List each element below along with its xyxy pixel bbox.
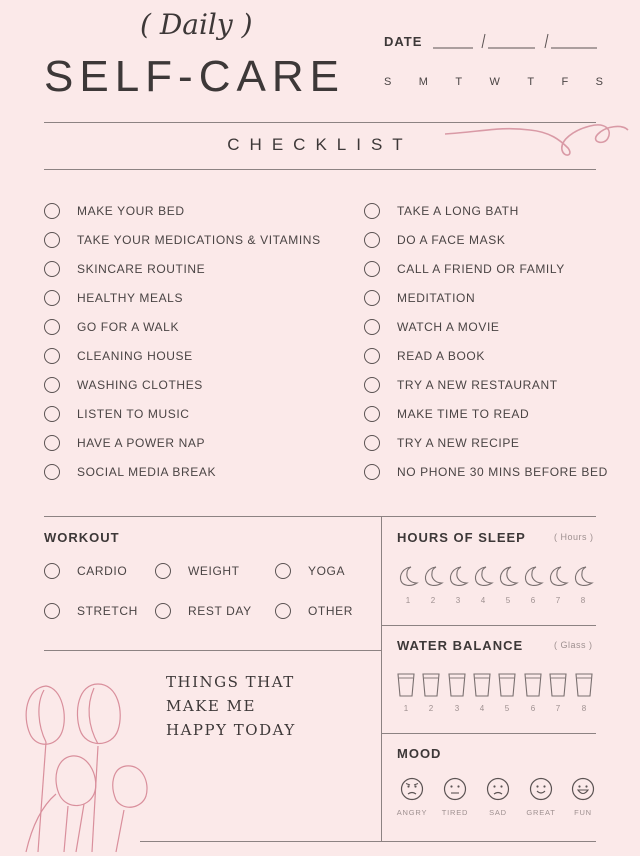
checkbox-circle[interactable]	[364, 464, 380, 480]
checkbox-circle[interactable]	[364, 232, 380, 248]
checkbox-circle[interactable]	[44, 261, 60, 277]
workout-checkbox[interactable]	[44, 603, 60, 619]
workout-option-label: WEIGHT	[188, 564, 240, 578]
mood-label: TIRED	[441, 808, 469, 817]
weekday-5[interactable]: F	[561, 76, 570, 88]
water-glass-number: 8	[581, 704, 587, 713]
mood-label: SAD	[489, 808, 507, 817]
checkbox-circle[interactable]	[364, 261, 380, 277]
mood-label: GREAT	[526, 808, 556, 817]
tulip-sketch-illustration	[16, 676, 166, 856]
checklist-item-label: WASHING CLOTHES	[77, 378, 203, 392]
workout-option-label: CARDIO	[77, 564, 128, 578]
sleep-hour-number: 2	[430, 596, 436, 605]
smile-face-icon[interactable]	[529, 777, 553, 801]
checklist-title: CHECKLIST	[227, 135, 413, 154]
swirl-decoration	[440, 112, 630, 162]
checkbox-circle[interactable]	[364, 203, 380, 219]
sleep-hour-number: 6	[530, 596, 536, 605]
weekday-selector	[384, 76, 604, 88]
workout-option-label: YOGA	[308, 564, 346, 578]
glass-icon[interactable]	[548, 672, 568, 698]
divider	[44, 650, 381, 651]
happy-line: MAKE ME	[166, 697, 256, 715]
checklist-item-label: HEALTHY MEALS	[77, 291, 184, 305]
crescent-moon-icon[interactable]	[422, 565, 444, 587]
weekday-6[interactable]: S	[595, 76, 604, 88]
page-title: SELF-CARE	[44, 52, 345, 101]
checkbox-circle[interactable]	[364, 290, 380, 306]
checkbox-circle[interactable]	[364, 377, 380, 393]
checkbox-circle[interactable]	[44, 319, 60, 335]
laughing-face-icon[interactable]	[571, 777, 595, 801]
water-glass-number: 7	[555, 704, 561, 713]
crescent-moon-icon[interactable]	[497, 565, 519, 587]
checkbox-circle[interactable]	[364, 406, 380, 422]
checklist-item-label: TAKE YOUR MEDICATIONS & VITAMINS	[77, 233, 321, 247]
water-glass-number: 3	[454, 704, 460, 713]
checklist-item-label: TAKE A LONG BATH	[397, 204, 519, 218]
workout-option-label: OTHER	[308, 604, 353, 618]
water-glass-number: 2	[428, 704, 434, 713]
glass-icon[interactable]	[574, 672, 594, 698]
sad-face-icon[interactable]	[486, 777, 510, 801]
weekday-0[interactable]: S	[384, 76, 393, 88]
weekday-4[interactable]: T	[527, 76, 536, 88]
divider	[381, 733, 596, 734]
sleep-hour-number: 5	[505, 596, 511, 605]
checklist-item-label: LISTEN TO MUSIC	[77, 407, 190, 421]
workout-checkbox[interactable]	[155, 563, 171, 579]
checklist-item-label: READ A BOOK	[397, 349, 485, 363]
divider	[381, 625, 596, 626]
glass-icon[interactable]	[497, 672, 517, 698]
sleep-title: HOURS OF SLEEP	[397, 530, 526, 545]
divider	[140, 841, 596, 842]
water-glass-number: 1	[403, 704, 409, 713]
daily-subtitle: ( Daily )	[140, 8, 253, 41]
workout-title: WORKOUT	[44, 530, 120, 545]
divider	[44, 169, 596, 170]
checkbox-circle[interactable]	[44, 203, 60, 219]
date-field[interactable]	[433, 30, 603, 52]
divider	[381, 516, 382, 841]
checklist-item-label: CLEANING HOUSE	[77, 349, 193, 363]
weekday-2[interactable]: T	[455, 76, 464, 88]
water-unit: ( Glass )	[554, 640, 593, 650]
workout-checkbox[interactable]	[44, 563, 60, 579]
crescent-moon-icon[interactable]	[522, 565, 544, 587]
checklist-item-label: MAKE TIME TO READ	[397, 407, 530, 421]
checkbox-circle[interactable]	[364, 319, 380, 335]
sleep-hour-number: 7	[555, 596, 561, 605]
crescent-moon-icon[interactable]	[447, 565, 469, 587]
mood-title: MOOD	[397, 746, 442, 761]
sleep-hour-number: 8	[580, 596, 586, 605]
checkbox-circle[interactable]	[44, 232, 60, 248]
water-glass-number: 5	[504, 704, 510, 713]
checklist-item-label: TRY A NEW RESTAURANT	[397, 378, 558, 392]
checkbox-circle[interactable]	[44, 435, 60, 451]
checkbox-circle[interactable]	[44, 290, 60, 306]
checklist-item-label: SKINCARE ROUTINE	[77, 262, 206, 276]
glass-icon[interactable]	[421, 672, 441, 698]
glass-icon[interactable]	[523, 672, 543, 698]
happy-line: THINGS THAT	[166, 673, 295, 691]
angry-face-icon[interactable]	[400, 777, 424, 801]
checklist-item-label: SOCIAL MEDIA BREAK	[77, 465, 217, 479]
checklist-item-label: DO A FACE MASK	[397, 233, 506, 247]
checklist-item-label: MEDITATION	[397, 291, 476, 305]
weekday-1[interactable]: M	[418, 76, 429, 88]
checklist-item-label: HAVE A POWER NAP	[77, 436, 206, 450]
crescent-moon-icon[interactable]	[472, 565, 494, 587]
water-glass-number: 6	[530, 704, 536, 713]
checkbox-circle[interactable]	[364, 435, 380, 451]
things-that-make-me-happy	[166, 670, 296, 742]
checklist-item-label: TRY A NEW RECIPE	[397, 436, 520, 450]
crescent-moon-icon[interactable]	[572, 565, 594, 587]
checklist-item-label: CALL A FRIEND OR FAMILY	[397, 262, 565, 276]
crescent-moon-icon[interactable]	[547, 565, 569, 587]
date-label: DATE	[384, 34, 423, 49]
workout-checkbox[interactable]	[155, 603, 171, 619]
water-glass-number: 4	[479, 704, 485, 713]
mood-label: FUN	[574, 808, 592, 817]
checkbox-circle[interactable]	[364, 348, 380, 364]
checklist-item-label: GO FOR A WALK	[77, 320, 180, 334]
divider	[44, 516, 596, 517]
checkbox-circle[interactable]	[44, 406, 60, 422]
weekday-3[interactable]: W	[489, 76, 501, 88]
checklist-item-label: WATCH A MOVIE	[397, 320, 500, 334]
glass-icon[interactable]	[472, 672, 492, 698]
mood-label: ANGRY	[396, 808, 428, 817]
water-title: WATER BALANCE	[397, 638, 524, 653]
checklist-item-label: MAKE YOUR BED	[77, 204, 185, 218]
glass-icon[interactable]	[447, 672, 467, 698]
glass-icon[interactable]	[396, 672, 416, 698]
tired-face-icon[interactable]	[443, 777, 467, 801]
checkbox-circle[interactable]	[44, 464, 60, 480]
workout-option-label: STRETCH	[77, 604, 138, 618]
workout-checkbox[interactable]	[275, 603, 291, 619]
sleep-hour-number: 1	[405, 596, 411, 605]
sleep-hour-number: 4	[480, 596, 486, 605]
sleep-hour-number: 3	[455, 596, 461, 605]
workout-checkbox[interactable]	[275, 563, 291, 579]
checklist-item-label: NO PHONE 30 MINS BEFORE BED	[397, 465, 608, 479]
workout-option-label: REST DAY	[188, 604, 252, 618]
sleep-unit: ( Hours )	[554, 532, 594, 542]
checkbox-circle[interactable]	[44, 348, 60, 364]
crescent-moon-icon[interactable]	[397, 565, 419, 587]
checkbox-circle[interactable]	[44, 377, 60, 393]
happy-line: HAPPY TODAY	[166, 721, 296, 739]
